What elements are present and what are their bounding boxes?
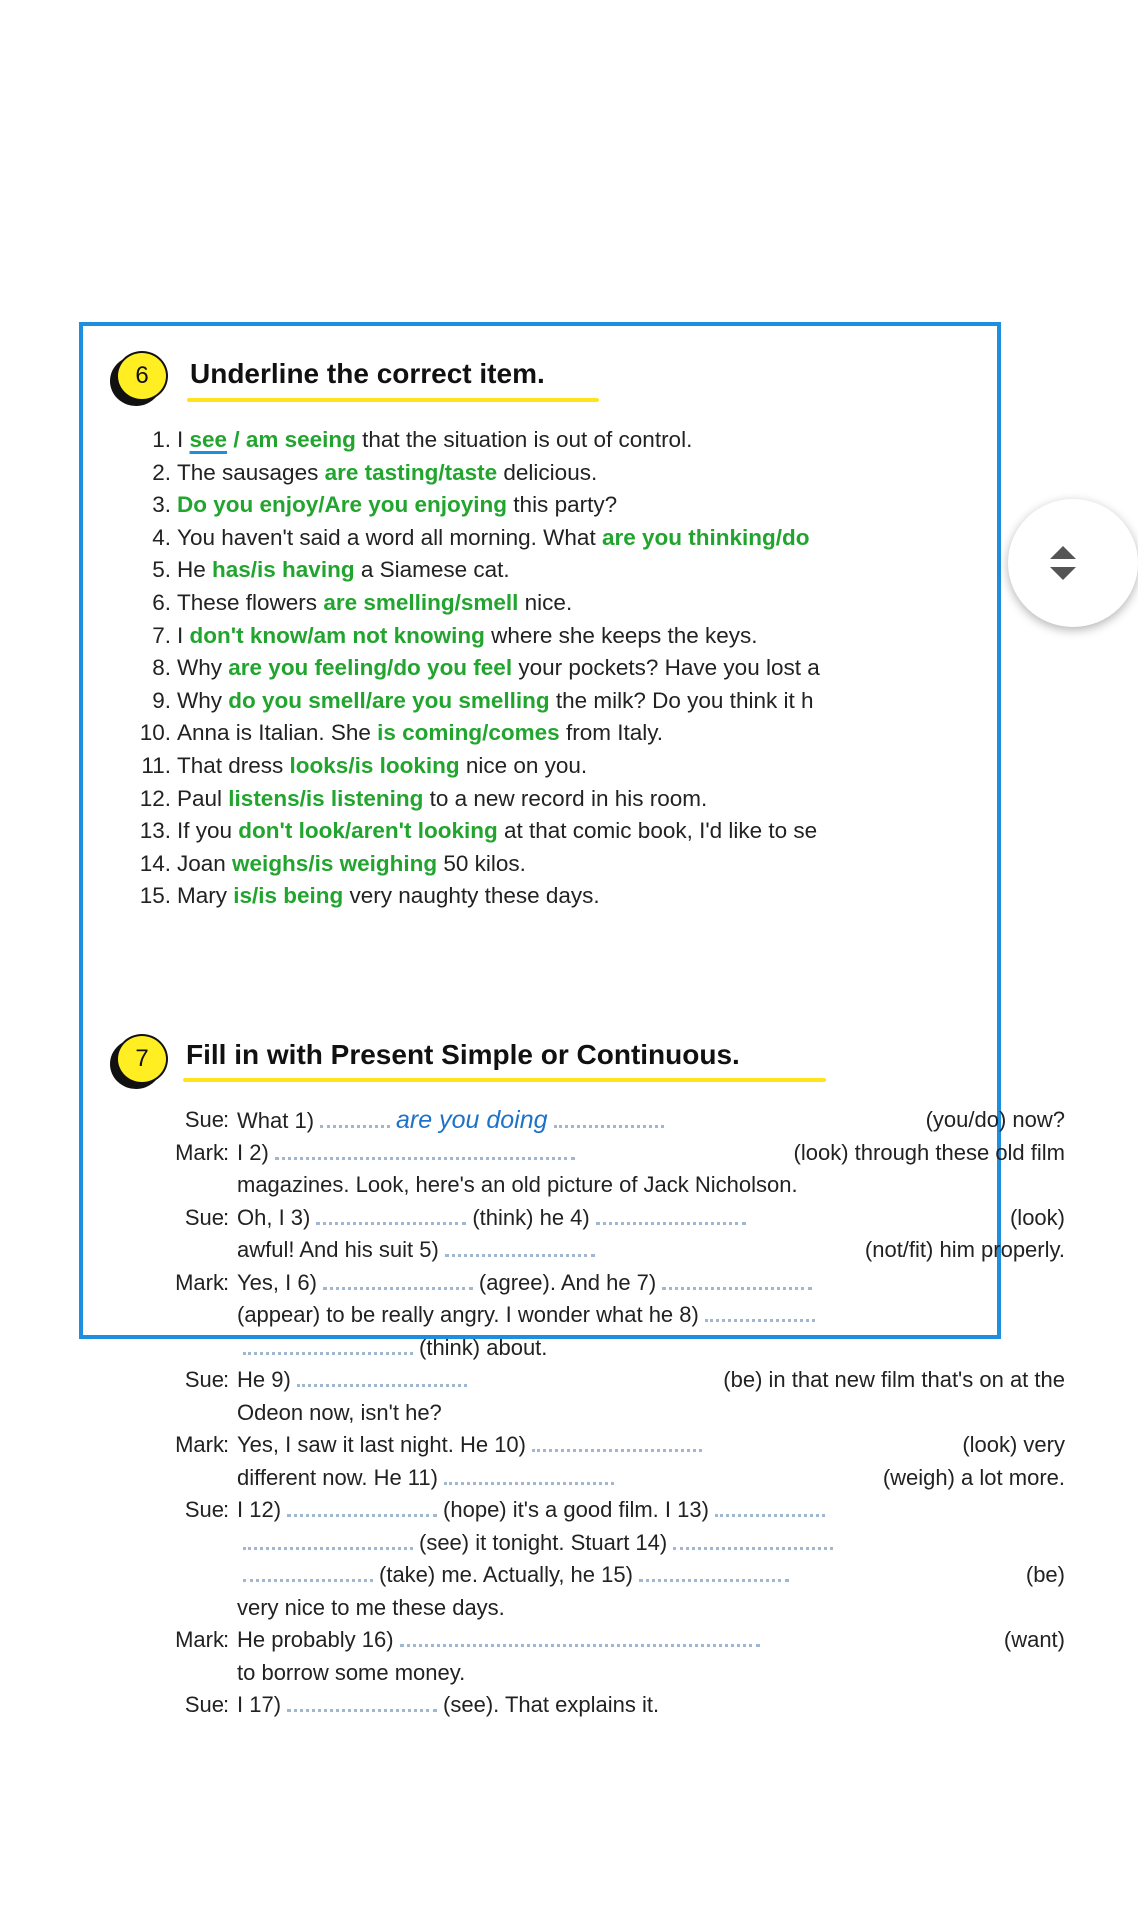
item-sentence [177, 489, 617, 522]
dialogue-text-right: (you/do) now? [925, 1107, 1065, 1132]
dialogue-text [229, 1657, 1065, 1690]
item-sentence [177, 457, 597, 490]
dialogue-text-part: magazines. Look, here's an old picture of Jack Nicholson. [237, 1172, 798, 1197]
choice-option[interactable]: are you thinking/do [601, 524, 810, 550]
dialogue-line [83, 1104, 1065, 1137]
answer-blank[interactable] [444, 1470, 614, 1485]
dialogue-text-part: Odeon now, isn't he? [237, 1399, 442, 1425]
choice-option[interactable]: / am seeing [227, 427, 356, 452]
dialogue-text-part: very nice to me these days. [237, 1594, 505, 1620]
exercise-6-item [83, 815, 1003, 848]
dialogue-text [229, 1429, 1065, 1462]
exercise-6-item [83, 424, 1003, 457]
answer-blank[interactable] [673, 1535, 833, 1550]
speaker-name: Mark [175, 1269, 224, 1295]
answer-blank[interactable] [554, 1113, 664, 1128]
item-number: 12. [139, 785, 171, 811]
sentence-text: I [177, 427, 190, 452]
dialogue-text [229, 1397, 1065, 1430]
item-number: 15. [139, 883, 171, 909]
exercise-6-item [83, 783, 1003, 816]
dialogue-line [83, 1169, 1003, 1202]
dialogue-text [229, 1234, 1065, 1267]
item-number: 6. [152, 589, 171, 615]
dialogue-text [229, 1332, 1065, 1365]
item-number: 7. [152, 622, 171, 648]
dialogue-line [83, 1397, 1003, 1430]
underlined-answer[interactable]: see [189, 427, 228, 452]
dialogue-text [229, 1494, 1065, 1527]
dialogue-text-part: (appear) to be really angry. I wonder what he 8) [237, 1302, 699, 1327]
choice-option[interactable]: are smelling/smell [323, 589, 519, 615]
item-number: 4. [152, 524, 171, 550]
dialogue-text-part: Oh, I 3) [237, 1204, 311, 1230]
answer-blank[interactable] [639, 1567, 789, 1582]
exercise-7-title: Fill in with Present Simple or Continuous. [186, 1039, 740, 1070]
item-sentence [177, 848, 526, 881]
scroll-toggle-button[interactable] [1008, 499, 1138, 627]
dialogue-text-part: (think) about. [419, 1334, 548, 1360]
exercise-6-number-badge [116, 351, 168, 401]
exercise-6-item [83, 620, 1003, 653]
dialogue-text-part: He 9) [237, 1367, 291, 1392]
item-sentence [177, 783, 707, 816]
answer-blank[interactable] [320, 1113, 390, 1128]
triangle-up-icon[interactable] [1050, 546, 1076, 559]
dialogue-text [229, 1267, 1065, 1300]
sentence-text: at that comic book, I'd like to se [497, 818, 818, 844]
sentence-text: Mary [177, 883, 234, 909]
choice-option[interactable]: do you smell/are you smelling [228, 687, 550, 713]
dialogue-text-part: (hope) it's a good film. I 13) [443, 1497, 709, 1522]
exercise-6-item [83, 750, 1003, 783]
item-sentence [177, 815, 817, 848]
answer-blank[interactable] [316, 1210, 466, 1225]
dialogue-line [83, 1689, 1003, 1722]
item-number: 14. [139, 850, 171, 876]
dialogue-text-part: Yes, I saw it last night. He 10) [237, 1432, 526, 1457]
dialogue-text [229, 1559, 1065, 1592]
dialogue-text-part: I 17) [237, 1692, 282, 1717]
speaker-name: Mark [175, 1139, 224, 1165]
sentence-text: to a new record in his room. [423, 785, 708, 811]
dialogue-text [229, 1364, 1065, 1397]
dialogue-text-right: (be) [1025, 1562, 1065, 1587]
sentence-text: These flowers [177, 589, 324, 615]
speaker-name: Sue [184, 1204, 224, 1230]
exercise-6-title-underline [187, 398, 599, 402]
dialogue-line [83, 1299, 1003, 1332]
dialogue-text-right: (want) [1003, 1627, 1065, 1652]
dialogue-text-part: to borrow some money. [237, 1659, 466, 1685]
choice-option[interactable]: are tasting/taste [324, 459, 498, 485]
speaker-name: Sue [184, 1107, 224, 1132]
dialogue-text-right: (look) very [962, 1432, 1065, 1457]
choice-option[interactable]: are you feeling/do you feel [228, 655, 513, 681]
sentence-text: a Siamese cat. [354, 557, 510, 583]
speaker-name: Mark [175, 1627, 224, 1652]
exercise-6-item [83, 522, 1003, 555]
answer-blank[interactable] [323, 1275, 473, 1290]
choice-option[interactable]: is/is being [233, 883, 344, 909]
dialogue-line [83, 1137, 1065, 1170]
sentence-text: the milk? Do you think it h [549, 687, 814, 713]
dialogue-text [229, 1169, 1065, 1202]
item-sentence [177, 880, 600, 913]
item-number: 13. [139, 818, 171, 844]
dialogue-line [83, 1267, 1003, 1300]
answer-blank[interactable] [705, 1307, 815, 1322]
exercise-7-dialogue [83, 1104, 1065, 1722]
speaker-colon: : [223, 1367, 230, 1392]
dialogue-text-part: He probably 16) [237, 1627, 394, 1652]
dialogue-text [229, 1624, 1065, 1657]
dialogue-text [229, 1202, 1065, 1235]
dialogue-line [83, 1234, 1065, 1267]
item-sentence [177, 620, 758, 653]
item-number: 1. [152, 427, 171, 452]
sentence-text: Why [177, 655, 229, 681]
choice-option[interactable]: weighs/is weighing [232, 850, 438, 876]
answer-blank[interactable] [287, 1697, 437, 1712]
exercise-6-item [83, 685, 1003, 718]
dialogue-text-part: (see) it tonight. Stuart 14) [419, 1529, 668, 1555]
exercise-6-item [83, 848, 1003, 881]
example-answer: are you doing [396, 1106, 548, 1134]
item-sentence [177, 522, 809, 555]
dialogue-line [83, 1429, 1065, 1462]
item-sentence [177, 424, 692, 457]
dialogue-line [83, 1592, 1003, 1625]
choice-option[interactable]: don't look/aren't looking [238, 818, 498, 844]
item-number: 8. [152, 655, 171, 681]
dialogue-text [229, 1527, 1065, 1560]
sentence-text: That dress [177, 752, 290, 778]
dialogue-text-part: (take) me. Actually, he 15) [379, 1562, 633, 1587]
exercise-6-item [83, 717, 1003, 750]
speaker-colon: : [223, 1497, 230, 1522]
dialogue-line [83, 1202, 1065, 1235]
dialogue-text-part: different now. He 11) [237, 1464, 438, 1490]
item-sentence [177, 587, 572, 620]
speaker-colon: : [223, 1269, 230, 1295]
item-sentence [177, 750, 587, 783]
answer-blank[interactable] [275, 1145, 575, 1160]
sentence-text: Why [177, 687, 229, 713]
worksheet-frame [79, 322, 1065, 1717]
sentence-text: He [177, 557, 213, 583]
item-number: 3. [152, 492, 171, 518]
dialogue-text-part: What 1) [237, 1108, 315, 1133]
exercise-6-item [83, 880, 1003, 913]
answer-blank[interactable] [243, 1535, 413, 1550]
dialogue-text [229, 1104, 1065, 1138]
exercise-6-item [83, 587, 1003, 620]
sentence-text: 50 kilos. [437, 850, 526, 876]
answer-blank[interactable] [532, 1437, 702, 1452]
item-sentence [177, 717, 663, 750]
choice-option[interactable]: Do you enjoy/Are you enjoying [177, 492, 508, 518]
answer-blank[interactable] [287, 1502, 437, 1517]
sentence-text: nice. [518, 589, 573, 615]
dialogue-line [83, 1559, 1065, 1592]
item-number: 10. [139, 720, 171, 746]
dialogue-text [229, 1689, 1065, 1722]
dialogue-text [229, 1462, 1065, 1495]
answer-blank[interactable] [243, 1340, 413, 1355]
sentence-text: Paul [177, 785, 229, 811]
choice-option[interactable]: listens/is listening [228, 785, 424, 811]
sentence-text: that the situation is out of control. [355, 427, 693, 452]
triangle-down-icon[interactable] [1050, 567, 1076, 580]
dialogue-line [83, 1624, 1065, 1657]
choice-option[interactable]: is coming/comes [377, 720, 560, 746]
dialogue-line [83, 1657, 1003, 1690]
dialogue-line [83, 1527, 1003, 1560]
exercise-6-list [83, 424, 1003, 913]
exercise-6-item [83, 489, 1003, 522]
dialogue-text-right: (be) in that new film that's on at the [723, 1367, 1065, 1392]
sentence-text: I [177, 622, 190, 648]
dialogue-text-part: I 2) [237, 1139, 269, 1165]
answer-blank[interactable] [715, 1502, 825, 1517]
sentence-text: this party? [507, 492, 618, 518]
speaker-name: Sue [184, 1497, 224, 1522]
dialogue-text-part: awful! And his suit 5) [237, 1237, 439, 1262]
exercise-7-number-badge [116, 1034, 168, 1084]
dialogue-line [83, 1332, 1003, 1365]
sentence-text: delicious. [497, 459, 598, 485]
sentence-text: very naughty these days. [343, 883, 600, 909]
sentence-text: where she keeps the keys. [484, 622, 758, 648]
answer-blank[interactable] [297, 1372, 467, 1387]
sentence-text: nice on you. [459, 752, 588, 778]
item-sentence [177, 652, 820, 685]
speaker-name: Sue [184, 1367, 224, 1392]
item-number: 11. [141, 752, 171, 778]
speaker-colon: : [223, 1204, 230, 1230]
dialogue-line [83, 1462, 1065, 1495]
sentence-text: You haven't said a word all morning. What [177, 524, 602, 550]
dialogue-text-part: (agree). And he 7) [478, 1269, 657, 1295]
exercise-6-item [83, 652, 1003, 685]
dialogue-line [83, 1364, 1065, 1397]
speaker-colon: : [223, 1432, 230, 1457]
exercise-7-number: 7 [135, 1045, 149, 1072]
dialogue-text-part: (see). That explains it. [443, 1692, 660, 1717]
dialogue-text-part: (think) he 4) [472, 1204, 590, 1230]
sentence-text: The sausages [177, 459, 325, 485]
sentence-text: from Italy. [559, 720, 664, 746]
item-number: 5. [152, 557, 171, 583]
answer-blank[interactable] [400, 1632, 760, 1647]
dialogue-text-right: (not/fit) him properly. [864, 1237, 1065, 1262]
answer-blank[interactable] [596, 1210, 746, 1225]
speaker-name: Mark [175, 1432, 224, 1457]
exercise-6-number: 6 [135, 362, 149, 389]
choice-option[interactable]: don't know/am not knowing [189, 622, 485, 648]
choice-option[interactable]: looks/is looking [289, 752, 460, 778]
exercise-7-title-underline [183, 1078, 826, 1082]
dialogue-text-right: (look) [1009, 1204, 1065, 1230]
exercise-6-item [83, 554, 1003, 587]
dialogue-text-part: I 12) [237, 1497, 282, 1522]
dialogue-text-part: Yes, I 6) [237, 1269, 317, 1295]
sentence-text: If you [177, 818, 239, 844]
exercise-6-item [83, 457, 1003, 490]
dialogue-text [229, 1592, 1065, 1625]
exercise-6-title: Underline the correct item. [190, 358, 545, 389]
sentence-text: Joan [177, 850, 233, 876]
dialogue-text-right: (look) through these old film [793, 1139, 1065, 1165]
item-number: 9. [152, 687, 171, 713]
dialogue-text [229, 1137, 1065, 1170]
item-sentence [177, 554, 510, 587]
item-sentence [177, 685, 813, 718]
dialogue-line [83, 1494, 1003, 1527]
speaker-name: Sue [184, 1692, 224, 1717]
speaker-colon: : [223, 1107, 230, 1132]
sentence-text: Anna is Italian. She [177, 720, 378, 746]
speaker-colon: : [223, 1139, 230, 1165]
answer-blank[interactable] [662, 1275, 812, 1290]
dialogue-text-right: (weigh) a lot more. [882, 1464, 1065, 1490]
dialogue-text [229, 1299, 1065, 1332]
answer-blank[interactable] [243, 1567, 373, 1582]
answer-blank[interactable] [445, 1242, 595, 1257]
item-number: 2. [152, 459, 171, 485]
speaker-colon: : [223, 1627, 230, 1652]
choice-option[interactable]: has/is having [212, 557, 355, 583]
sentence-text: your pockets? Have you lost a [512, 655, 820, 681]
speaker-colon: : [223, 1692, 230, 1717]
